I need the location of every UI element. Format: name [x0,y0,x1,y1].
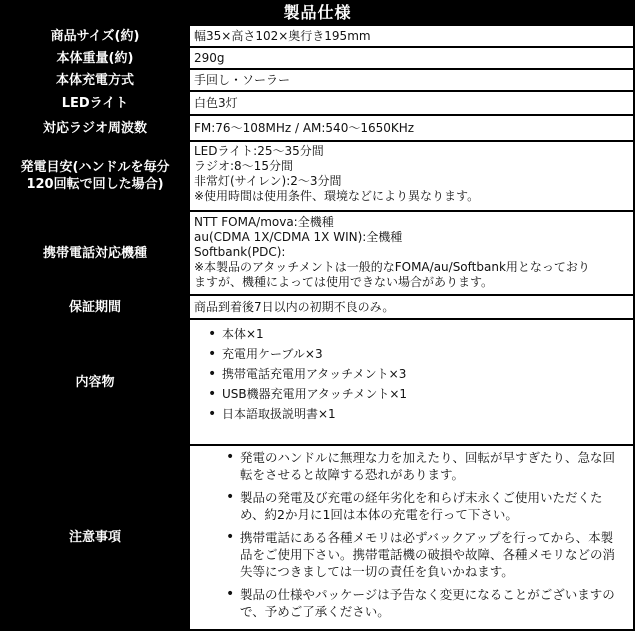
phones-line: Softbank(PDC): [194,245,286,259]
spec-row-warranty [2,296,633,318]
table-title: 製品仕様 [283,3,352,22]
label-radio: 対応ラジオ周波数 [42,120,147,136]
value-notes [190,446,633,629]
value-warranty: 商品到着後7日以内の初期不良のみ。 [190,296,633,318]
label-phones: 携帯電話対応機種 [42,245,147,261]
spec-row-power [2,142,633,210]
value-weight: 290g [190,48,633,68]
value-phones [190,212,633,294]
spec-row-size [2,26,633,46]
value-power [190,142,633,210]
spec-row-led [2,92,633,114]
label-notes: 注意事項 [68,530,121,545]
spec-row-phones [2,212,633,294]
value-radio: FM:76〜108MHz / AM:540〜1650KHz [190,116,633,140]
list-item: • 携帯電話にある各種メモリは必ずバックアップを行ってから、本製品をご使用下さい。携帯電話機の破損や故障、各種メモリなどの消失等につきましては一切の責任を負いかねます。 [240,529,619,580]
phones-line: NTT FOMA/mova:全機種 [194,215,334,229]
spec-row-charging [2,70,633,90]
label-led: LEDライト [61,95,129,111]
phones-line: au(CDMA 1X/CDMA 1X WIN):全機種 [194,230,403,244]
label-power-line-2: 120回転で回した場合) [26,177,164,192]
power-line: ラジオ:8〜15分間 [194,159,293,173]
list-item: • 発電のハンドルに無理な力を加えたり、回転が早すぎたり、急な回転をさせると故障する恐れがあります。 [240,449,619,483]
list-item: • 日本語取扱説明書×1 [222,407,629,421]
contents-list [194,322,629,421]
label-contents: 内容物 [75,374,115,390]
spec-row-contents [2,320,633,444]
list-item: • 携帯電話充電用アタッチメント×3 [222,367,629,381]
power-line: LEDライト:25〜35分間 [194,144,324,158]
value-led: 白色3灯 [190,92,633,114]
power-line: ※使用時間は使用条件、環境などにより異なります。 [194,189,480,203]
list-item: • 製品の仕様やパッケージは予告なく変更になることがございますので、予めご了承ください。 [240,586,619,620]
spec-row-radio [2,116,633,140]
label-power-line-1: 発電目安(ハンドルを毎分 [20,160,170,175]
list-item: • USB機器充電用アタッチメント×1 [222,387,629,401]
label-warranty: 保証期間 [68,299,121,315]
value-charging: 手回し・ソーラー [190,70,633,90]
label-size: 商品サイズ(約) [50,28,140,44]
phones-line: ※本製品のアタッチメントは一般的なFOMA/au/Softbank用となっており [194,260,590,274]
phones-line: ますが、機種によっては使用できない場合があります。 [194,275,494,289]
spec-row-weight [2,48,633,68]
list-item: • 製品の発電及び充電の経年劣化を和らげ末永くご使用いただくため、約2か月に1回は本体の充電を行って下さい。 [240,489,619,523]
label-power [2,142,188,210]
notes-list [194,448,629,620]
list-item: • 本体×1 [222,327,629,341]
label-charging: 本体充電方式 [55,72,134,88]
list-item: • 充電用ケーブル×3 [222,347,629,361]
power-line: 非常灯(サイレン):2〜3分間 [194,174,342,188]
value-size: 幅35×高さ102×奥行き195mm [190,26,633,46]
value-contents [190,320,633,444]
label-weight: 本体重量(約) [56,50,134,66]
spec-row-notes [2,446,633,629]
